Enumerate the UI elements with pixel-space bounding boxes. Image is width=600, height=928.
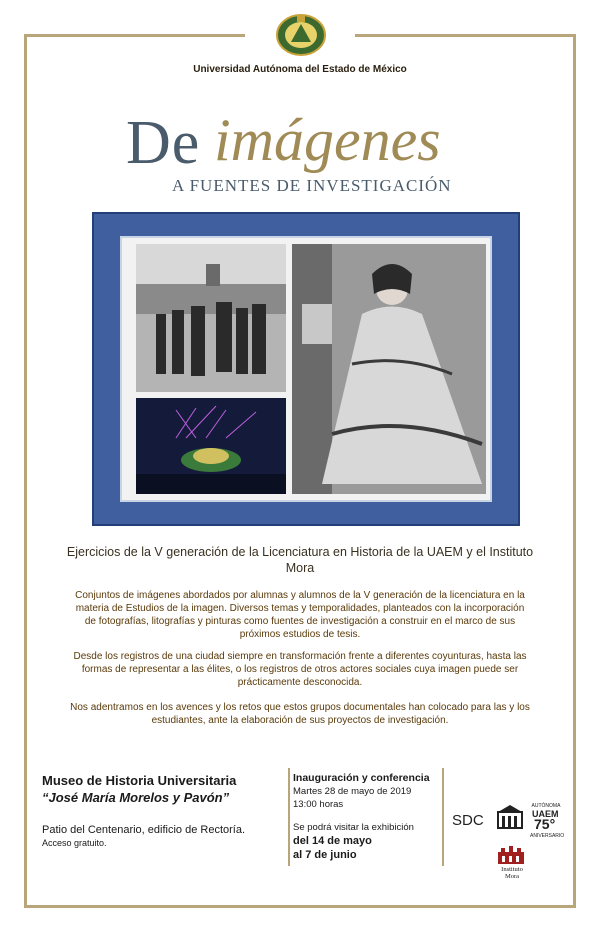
uaem-top-label: AUTÓNOMA xyxy=(531,803,561,809)
paragraph-2: Desde los registros de una ciudad siempre en transformación frente a diferentes coyunturas, hasta las formas de representar a las élites, o los registros de otros actores sociales cuya imagen puede ser prácticamente desconocida. xyxy=(73,651,527,688)
photo-airport-crowd xyxy=(136,244,286,392)
uaem-logo: UAEM xyxy=(532,809,559,819)
event-heading: Inauguración y conferencia xyxy=(293,772,430,784)
instituto-mora-label: Instituto Mora xyxy=(501,866,523,880)
divider-left xyxy=(288,768,290,866)
university-crest-icon xyxy=(275,12,327,58)
title-imagenes: imágenes xyxy=(214,107,441,173)
event-time: 13:00 horas xyxy=(293,799,344,810)
instituto-mora-icon xyxy=(496,846,526,864)
paragraph-1: Conjuntos de imágenes abordados por alumnas y alumnos de la V generación de la licenciatura en la materia de Estudios de la imagen. Diversos temas y temporalidades, planteados con la incorporación de fotografías, litografías y pinturas como fuentes de investigación a construir en el marco de sus próximos estudios de tesis. xyxy=(75,590,525,640)
museum-line-1: Museo de Historia Universitaria xyxy=(42,773,237,788)
visit-line: Se podrá visitar la exhibición xyxy=(293,822,414,833)
visit-from: del 14 de mayo xyxy=(293,835,372,847)
divider-right xyxy=(442,768,444,866)
event-date: Martes 28 de mayo de 2019 xyxy=(293,786,412,797)
title-de: De xyxy=(126,109,201,177)
photo-fireworks xyxy=(136,398,286,494)
museum-building-icon xyxy=(496,804,524,830)
museum-name xyxy=(42,772,236,806)
visit-to: al 7 de junio xyxy=(293,849,357,861)
sdc-logo: SDC xyxy=(452,812,484,829)
paragraph-3: Nos adentramos en los avences y los retos que estos grupos documentales han colocado para las y los estudiantes, ante la elaboración de sus proyectos de investigación. xyxy=(70,702,530,726)
intro-heading: Ejercicios de la V generación de la Licenciatura en Historia de la UAEM y el Instituto Mora xyxy=(66,545,534,575)
venue-address: Patio del Centenario, edificio de Rectoría. xyxy=(42,824,246,836)
venue-access: Acceso gratuito. xyxy=(42,838,107,848)
photo-seated-woman xyxy=(292,244,486,494)
title-subtitle: A FUENTES DE INVESTIGACIÓN xyxy=(172,176,452,195)
picture-frame xyxy=(92,212,520,526)
university-name: Universidad Autónoma del Estado de México xyxy=(193,64,407,75)
uaem-75-logo: 75° xyxy=(534,816,556,832)
picture-mat xyxy=(120,236,492,502)
museum-line-2: “José María Morelos y Pavón” xyxy=(42,790,230,805)
uaem-bottom-label: ANIVERSARIO xyxy=(530,833,565,839)
